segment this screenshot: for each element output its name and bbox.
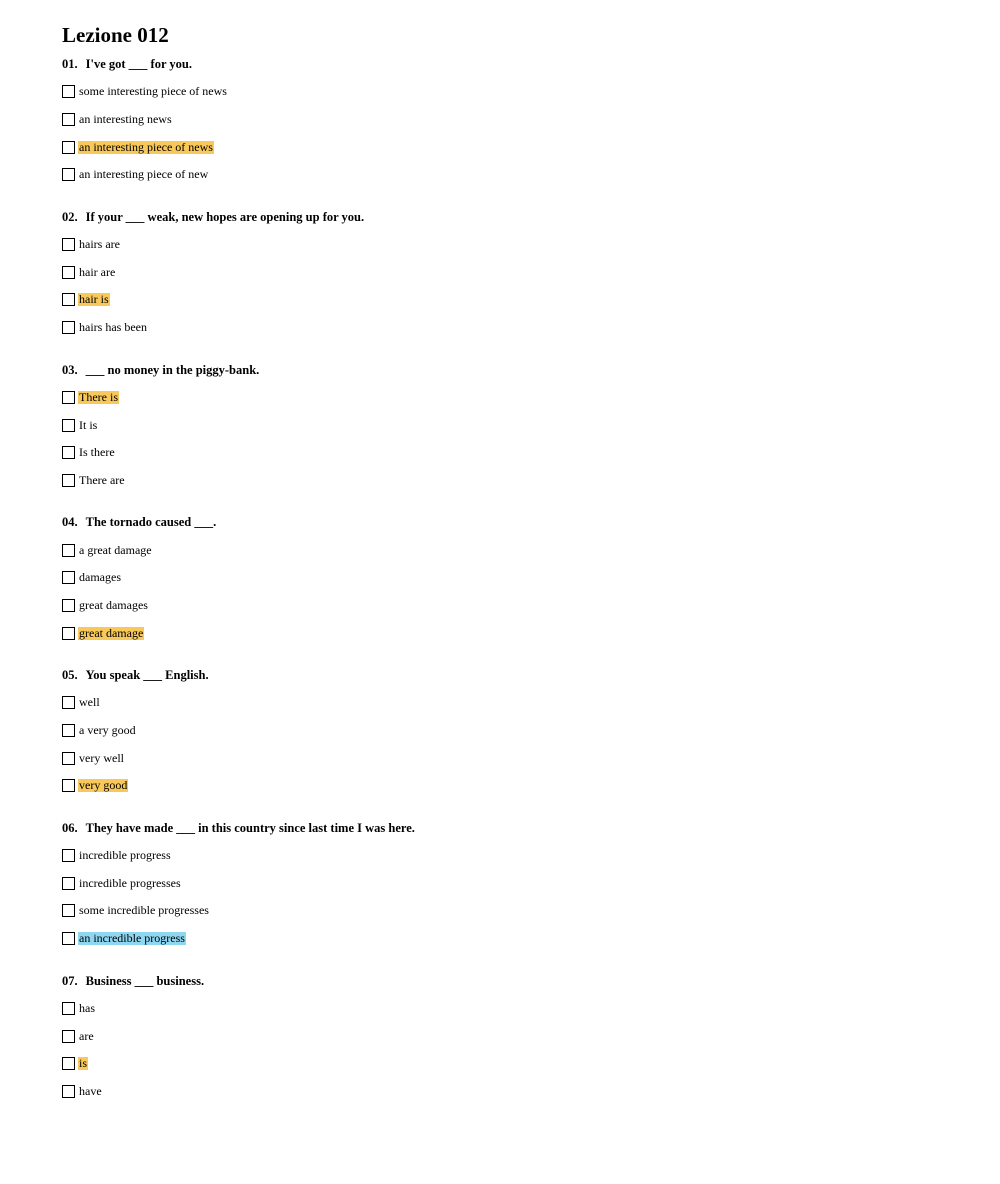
option-label: hairs are <box>79 237 120 252</box>
option-label-highlighted: hair is <box>79 292 109 307</box>
question-text: ___ no money in the piggy-bank. <box>85 362 260 377</box>
question-prompt <box>62 356 962 384</box>
option-label: There are <box>79 472 125 487</box>
question-prompt <box>62 50 962 78</box>
checkbox[interactable] <box>62 779 75 792</box>
checkbox[interactable] <box>62 321 75 334</box>
checkbox[interactable] <box>62 932 75 945</box>
option-label: It is <box>79 417 98 432</box>
question-prompt <box>62 203 962 231</box>
question-text: They have made ___ in this country since last time I was here. <box>85 820 415 835</box>
question-text: I've got ___ for you. <box>85 57 192 71</box>
answer-option[interactable] <box>62 619 962 647</box>
answer-option[interactable] <box>62 925 962 953</box>
checkbox[interactable] <box>62 849 75 862</box>
checkbox[interactable] <box>62 599 75 612</box>
option-label: incredible progress <box>79 848 171 863</box>
checkbox[interactable] <box>62 391 75 404</box>
question-prompt <box>62 508 962 536</box>
checkbox[interactable] <box>62 168 75 181</box>
option-label: are <box>79 1028 94 1043</box>
answer-option[interactable] <box>62 411 962 439</box>
checkbox[interactable] <box>62 1002 75 1015</box>
answer-option[interactable] <box>62 133 962 161</box>
option-label-highlighted: an interesting piece of news <box>79 139 213 154</box>
question-text: Business ___ business. <box>85 973 205 988</box>
question-02 <box>62 203 962 342</box>
question-prompt <box>62 661 962 689</box>
option-label: great damages <box>79 597 148 612</box>
option-label: some interesting piece of news <box>79 84 227 99</box>
answer-option[interactable] <box>62 1050 962 1078</box>
option-label-highlighted: an incredible progress <box>79 931 185 946</box>
answer-option[interactable] <box>62 772 962 800</box>
answer-option[interactable] <box>62 689 962 717</box>
option-label: have <box>79 1083 102 1098</box>
checkbox[interactable] <box>62 544 75 557</box>
answer-option[interactable] <box>62 592 962 620</box>
checkbox[interactable] <box>62 419 75 432</box>
option-label: very well <box>79 750 124 765</box>
answer-option[interactable] <box>62 897 962 925</box>
option-label-highlighted: There is <box>79 389 118 404</box>
question-number: 04. <box>62 515 78 530</box>
checkbox[interactable] <box>62 141 75 154</box>
answer-option[interactable] <box>62 536 962 564</box>
checkbox[interactable] <box>62 627 75 640</box>
answer-option[interactable] <box>62 869 962 897</box>
question-text: You speak ___ English. <box>85 668 209 682</box>
question-07 <box>62 967 962 1106</box>
answer-option[interactable] <box>62 1022 962 1050</box>
checkbox[interactable] <box>62 877 75 890</box>
answer-option[interactable] <box>62 564 962 592</box>
checkbox[interactable] <box>62 724 75 737</box>
checkbox[interactable] <box>62 1085 75 1098</box>
checkbox[interactable] <box>62 571 75 584</box>
checkbox[interactable] <box>62 904 75 917</box>
option-label: some incredible progresses <box>79 903 209 918</box>
answer-option[interactable] <box>62 286 962 314</box>
answer-option[interactable] <box>62 314 962 342</box>
answer-option[interactable] <box>62 1078 962 1106</box>
question-number: 02. <box>62 209 78 224</box>
option-label-highlighted: is <box>79 1056 88 1071</box>
checkbox[interactable] <box>62 696 75 709</box>
option-label-highlighted: very good <box>79 778 128 793</box>
checkbox[interactable] <box>62 446 75 459</box>
question-number: 03. <box>62 362 78 377</box>
answer-option[interactable] <box>62 744 962 772</box>
checkbox[interactable] <box>62 238 75 251</box>
checkbox[interactable] <box>62 474 75 487</box>
option-label: damages <box>79 570 121 585</box>
answer-option[interactable] <box>62 467 962 495</box>
answer-option[interactable] <box>62 106 962 134</box>
option-label: hairs has been <box>79 320 147 335</box>
answer-option[interactable] <box>62 842 962 870</box>
question-03 <box>62 356 962 495</box>
checkbox[interactable] <box>62 113 75 126</box>
option-label-highlighted: great damage <box>79 625 144 640</box>
option-label: a very good <box>79 723 136 738</box>
answer-option[interactable] <box>62 161 962 189</box>
option-label: Is there <box>79 445 115 460</box>
answer-option[interactable] <box>62 995 962 1023</box>
question-text: The tornado caused ___. <box>85 515 217 530</box>
checkbox[interactable] <box>62 1030 75 1043</box>
checkbox[interactable] <box>62 266 75 279</box>
question-number: 01. <box>62 57 78 71</box>
answer-option[interactable] <box>62 384 962 412</box>
question-number: 05. <box>62 668 78 682</box>
question-text: If your ___ weak, new hopes are opening up for you. <box>85 209 365 224</box>
question-number: 07. <box>62 973 78 988</box>
option-label: a great damage <box>79 542 152 557</box>
question-prompt <box>62 967 962 995</box>
answer-option[interactable] <box>62 717 962 745</box>
question-05 <box>62 661 962 800</box>
question-prompt <box>62 814 962 842</box>
quiz-page <box>62 20 962 1105</box>
answer-option[interactable] <box>62 231 962 259</box>
question-04 <box>62 508 962 647</box>
answer-option[interactable] <box>62 78 962 106</box>
checkbox[interactable] <box>62 1057 75 1070</box>
option-label: has <box>79 1000 95 1015</box>
option-label: incredible progresses <box>79 875 181 890</box>
question-number: 06. <box>62 820 78 835</box>
question-01 <box>62 50 962 189</box>
option-label: well <box>79 695 100 710</box>
answer-option[interactable] <box>62 439 962 467</box>
checkbox[interactable] <box>62 85 75 98</box>
option-label: an interesting news <box>79 112 172 127</box>
question-06 <box>62 814 962 953</box>
answer-option[interactable] <box>62 258 962 286</box>
option-label: hair are <box>79 264 116 279</box>
checkbox[interactable] <box>62 752 75 765</box>
option-label: an interesting piece of new <box>79 167 209 182</box>
checkbox[interactable] <box>62 293 75 306</box>
page-title: Lezione 012 <box>62 23 169 47</box>
